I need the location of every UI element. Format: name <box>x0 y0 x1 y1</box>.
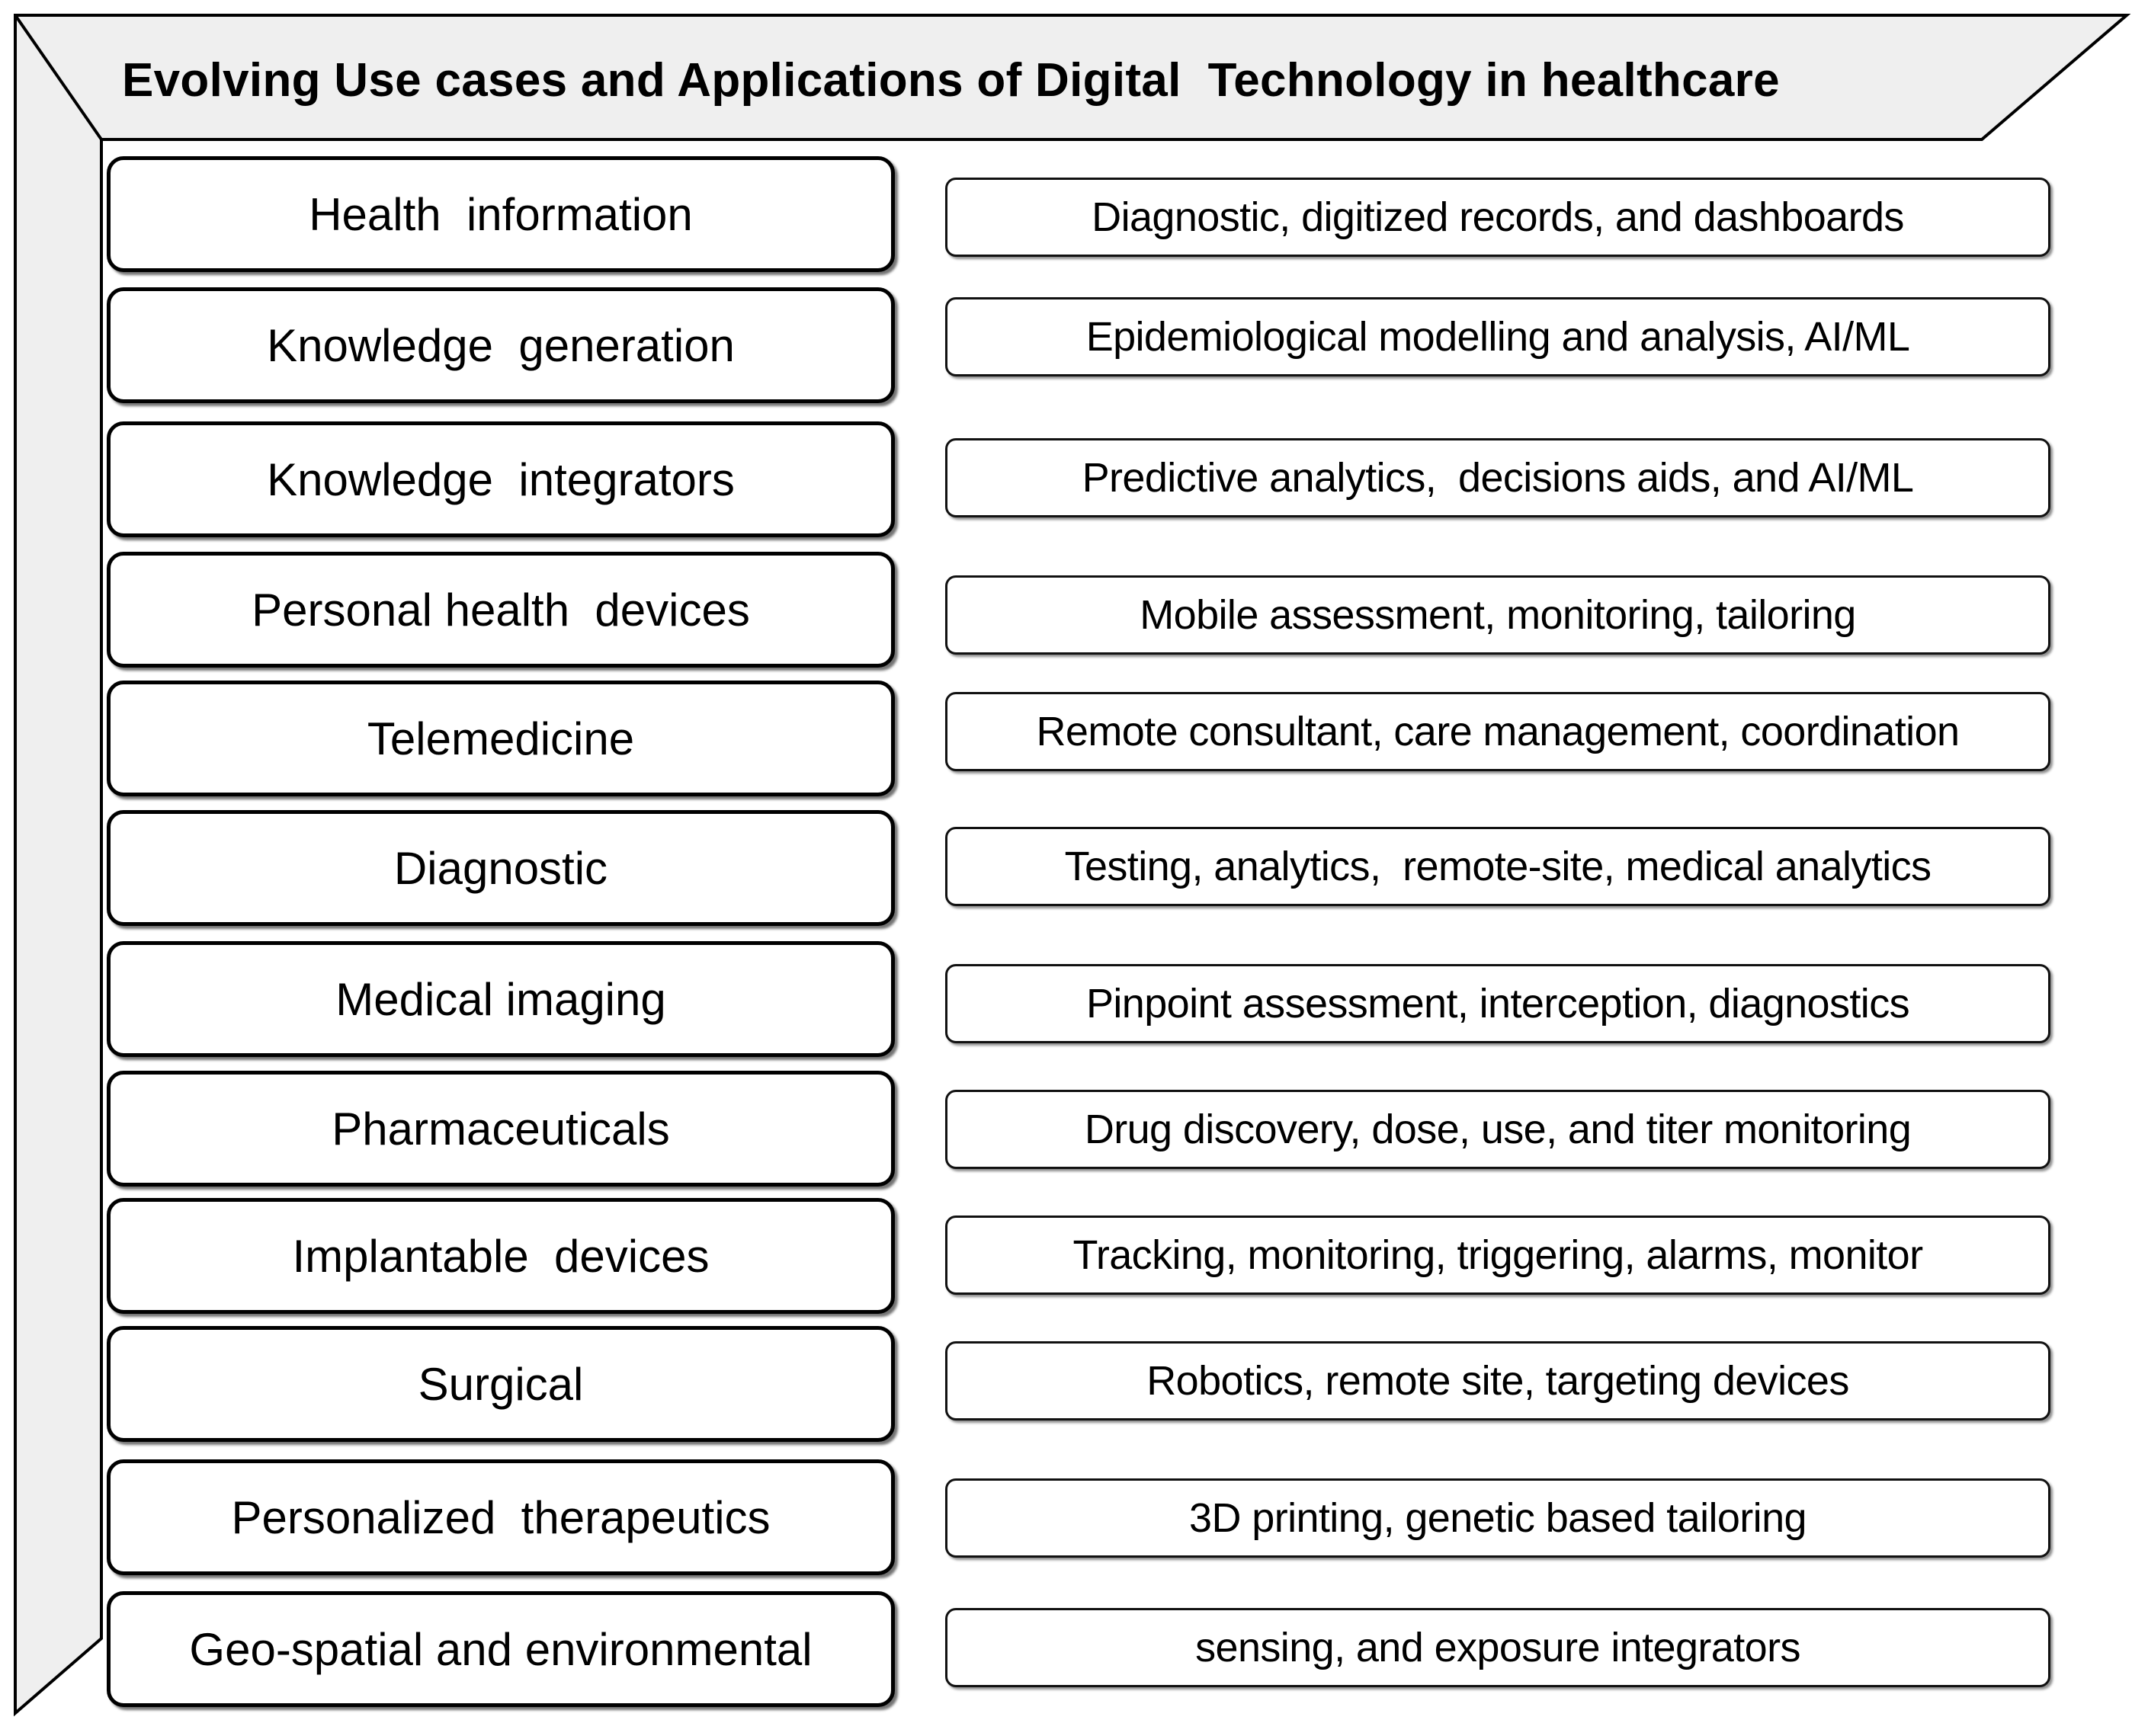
application-box: Testing, analytics, remote-site, medical analytics <box>945 827 2050 906</box>
category-box: Personalized therapeutics <box>107 1459 895 1575</box>
application-box: 3D printing, genetic based tailoring <box>945 1478 2050 1558</box>
category-box: Knowledge generation <box>107 287 895 403</box>
category-box: Surgical <box>107 1326 895 1442</box>
category-box: Personal health devices <box>107 552 895 668</box>
application-box: sensing, and exposure integrators <box>945 1608 2050 1687</box>
application-box: Remote consultant, care management, coordination <box>945 692 2050 771</box>
application-box: Mobile assessment, monitoring, tailoring <box>945 575 2050 655</box>
category-box: Geo-spatial and environmental <box>107 1591 895 1707</box>
category-box: Implantable devices <box>107 1198 895 1314</box>
application-box: Tracking, monitoring, triggering, alarms, monitor <box>945 1216 2050 1295</box>
category-box: Pharmaceuticals <box>107 1071 895 1187</box>
category-box: Medical imaging <box>107 941 895 1057</box>
category-box: Telemedicine <box>107 681 895 796</box>
application-box: Epidemiological modelling and analysis, AI/ML <box>945 297 2050 376</box>
category-box: Health information <box>107 156 895 272</box>
application-box: Robotics, remote site, targeting devices <box>945 1341 2050 1421</box>
application-box: Drug discovery, dose, use, and titer monitoring <box>945 1090 2050 1169</box>
application-box: Diagnostic, digitized records, and dashboards <box>945 178 2050 257</box>
application-box: Pinpoint assessment, interception, diagnostics <box>945 964 2050 1043</box>
application-box: Predictive analytics, decisions aids, and AI/ML <box>945 438 2050 517</box>
category-box: Diagnostic <box>107 810 895 926</box>
diagram-title: Evolving Use cases and Applications of Digital Technology in healthcare <box>122 54 1780 107</box>
category-box: Knowledge integrators <box>107 421 895 537</box>
